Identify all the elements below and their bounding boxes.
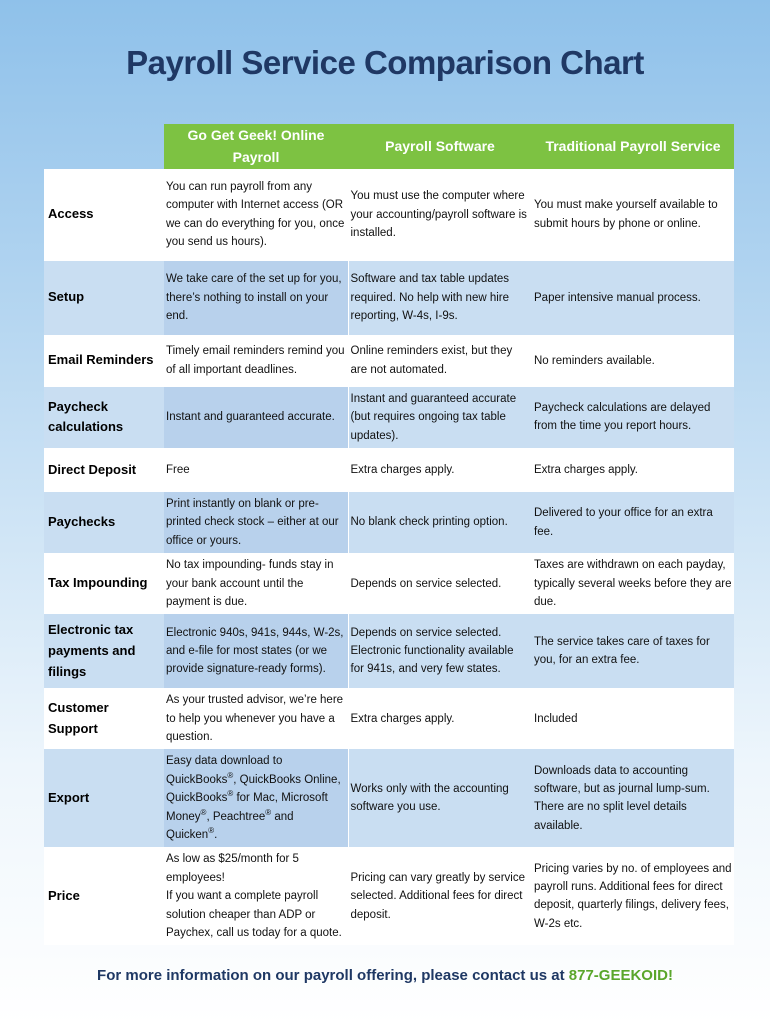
comparison-table — [44, 124, 734, 945]
table-row-customer-support — [44, 688, 734, 749]
column-header-traditional-service: Traditional Payroll Service — [532, 124, 734, 169]
cell-software: Pricing can vary greatly by service selected. Additional fees for direct deposit. — [348, 847, 532, 945]
row-label: Email Reminders — [44, 335, 164, 387]
export-text-1: Easy data download to QuickBooks — [166, 755, 283, 786]
cell-traditional: The service takes care of taxes for you, for an extra fee. — [532, 614, 734, 688]
column-header-go-get-geek: Go Get Geek! Online Payroll — [164, 124, 348, 169]
cell-traditional: Pricing varies by no. of employees and payroll runs. Additional fees for direct deposit, quarterly filings, delivery fees, W-2s etc. — [532, 847, 734, 945]
registered-mark: ® — [200, 807, 207, 817]
footer-text: For more information on our payroll offering, please contact us at — [97, 967, 569, 984]
cell-ours: Electronic 940s, 941s, 944s, W-2s, and e-file for most states (or we provide signature-ready forms). — [164, 614, 348, 688]
cell-traditional: Paycheck calculations are delayed from the time you report hours. — [532, 387, 734, 448]
cell-traditional: Taxes are withdrawn on each payday, typically several weeks before they are due. — [532, 553, 734, 614]
export-text-2: , QuickBooks Online, QuickBooks — [166, 773, 341, 805]
cell-traditional: Downloads data to accounting software, but as journal lump-sum. There are no split level details available. — [532, 749, 734, 847]
cell-ours — [164, 847, 348, 945]
price-detail: If you want a complete payroll solution cheaper than ADP or Paychex, call us today for a quote. — [166, 890, 342, 940]
footer-contact — [0, 967, 770, 984]
column-header-payroll-software: Payroll Software — [348, 124, 532, 169]
table-row-access — [44, 169, 734, 261]
export-text-4: , Peachtree — [206, 810, 266, 823]
row-label: Paychecks — [44, 492, 164, 553]
cell-software: Works only with the accounting software you use. — [348, 749, 532, 847]
price-headline: As low as $25/month for 5 employees! — [166, 853, 299, 884]
cell-ours — [164, 749, 348, 847]
row-label: Access — [44, 169, 164, 261]
export-text-3: for Mac, Microsoft Money — [166, 792, 328, 823]
cell-ours: Timely email reminders remind you of all important deadlines. — [164, 335, 348, 387]
cell-ours: As your trusted advisor, we’re here to help you whenever you have a question. — [164, 688, 348, 749]
cell-software: Extra charges apply. — [348, 448, 532, 492]
cell-traditional: Paper intensive manual process. — [532, 261, 734, 335]
cell-software: You must use the computer where your accounting/payroll software is installed. — [348, 169, 532, 261]
row-label: Export — [44, 749, 164, 847]
cell-software: Instant and guaranteed accurate (but requires ongoing tax table updates). — [348, 387, 532, 448]
table-row-electronic-tax — [44, 614, 734, 688]
cell-traditional: No reminders available. — [532, 335, 734, 387]
row-label: Tax Impounding — [44, 553, 164, 614]
registered-mark: ® — [208, 826, 215, 836]
table-row-paycheck-calculations — [44, 387, 734, 448]
table-row-direct-deposit — [44, 448, 734, 492]
cell-ours: No tax impounding- funds stay in your bank account until the payment is due. — [164, 553, 348, 614]
cell-traditional: You must make yourself available to submit hours by phone or online. — [532, 169, 734, 261]
table-row-price — [44, 847, 734, 945]
page-title: Payroll Service Comparison Chart — [126, 44, 644, 81]
table-header-row — [44, 124, 734, 169]
cell-traditional: Delivered to your office for an extra fee. — [532, 492, 734, 553]
table-row-email-reminders — [44, 335, 734, 387]
row-label: Setup — [44, 261, 164, 335]
cell-ours: You can run payroll from any computer with Internet access (OR we can do everything for you, once you send us hours). — [164, 169, 348, 261]
cell-software: Extra charges apply. — [348, 688, 532, 749]
registered-mark: ® — [227, 789, 234, 799]
table-row-tax-impounding — [44, 553, 734, 614]
footer-phone: 877-GEEKOID! — [568, 967, 673, 984]
row-label: Paycheck calculations — [44, 387, 164, 448]
cell-ours: Print instantly on blank or pre-printed check stock – either at our office or yours. — [164, 492, 348, 553]
row-label: Price — [44, 847, 164, 945]
export-text-5: and Quicken — [166, 810, 294, 842]
registered-mark: ® — [265, 807, 272, 817]
cell-ours: Instant and guaranteed accurate. — [164, 387, 348, 448]
cell-traditional: Extra charges apply. — [532, 448, 734, 492]
cell-ours: We take care of the set up for you, there’s nothing to install on your end. — [164, 261, 348, 335]
row-label: Direct Deposit — [44, 448, 164, 492]
cell-software: Software and tax table updates required. No help with new hire reporting, W-4s, I-9s. — [348, 261, 532, 335]
table-row-setup — [44, 261, 734, 335]
cell-software: Online reminders exist, but they are not automated. — [348, 335, 532, 387]
cell-software: No blank check printing option. — [348, 492, 532, 553]
export-text-6: . — [214, 829, 218, 842]
cell-ours: Free — [164, 448, 348, 492]
row-label: Customer Support — [44, 688, 164, 749]
cell-software: Depends on service selected. — [348, 553, 532, 614]
registered-mark: ® — [227, 771, 234, 781]
table-row-paychecks — [44, 492, 734, 553]
header-blank-cell — [44, 124, 164, 169]
cell-software: Depends on service selected. Electronic functionality available for 941s, and very few states. — [348, 614, 532, 688]
table-row-export — [44, 749, 734, 847]
cell-traditional: Included — [532, 688, 734, 749]
row-label: Electronic tax payments and filings — [44, 614, 164, 688]
